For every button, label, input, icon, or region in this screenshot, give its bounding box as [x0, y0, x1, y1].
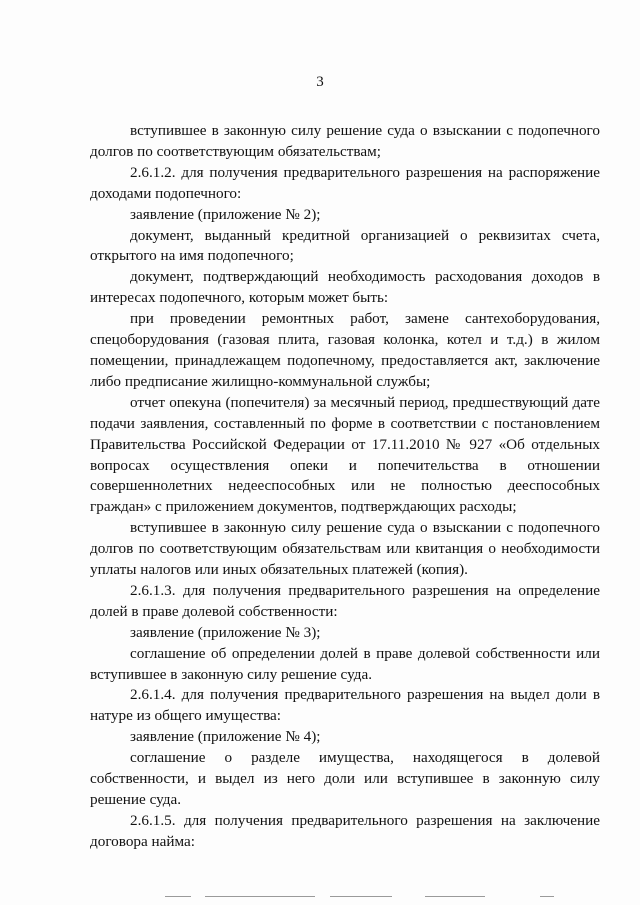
paragraph-application-4: заявление (приложение № 4); — [130, 728, 321, 746]
document-body — [90, 121, 600, 853]
paragraph-2-6-1-3-heading: 2.6.1.3. для получения предварительного разрешения на определение долей в праве долевой собственности: — [90, 581, 600, 620]
paragraph-bank-document: документ, выданный кредитной организацией о реквизитах счета, открытого на имя подопечного; — [90, 226, 600, 265]
paragraph-court-decision-taxes: вступившее в законную силу решение суда о взыскании с подопечного долгов по соответствующим обязательствам или квитанция о необходимости уплаты налогов или иных обязательных платежей (копия). — [90, 519, 600, 579]
paragraph-application-2: заявление (приложение № 2); — [130, 205, 321, 223]
paragraph-guardian-report: отчет опекуна (попечителя) за месячный период, предшествующий дате подачи заявления, составленный по форме в соответствии с постановлением Правительства Российской Федерации от 17.11.2010 № 927 «Об отдельных вопросах осуществления опеки и попечительства в отношении совершеннолетних недееспособных или не полностью дееспособных граждан» с приложением документов, подтверждающих расходы; — [90, 393, 600, 516]
paragraph-repair-works: при проведении ремонтных работ, замене сантехоборудования, спецоборудования (газовая плита, газовая колонка, котел и т.д.) в жилом помещении, принадлежащем подопечному, предоставляется акт, заключение либо предписание жилищно-коммунальной службы; — [90, 310, 600, 390]
paragraph-share-agreement: соглашение об определении долей в праве долевой собственности или вступившее в законную силу решение суда. — [90, 644, 600, 683]
scan-edge-marks — [0, 896, 640, 900]
page-number: 3 — [316, 74, 324, 90]
paragraph-application-3: заявление (приложение № 3); — [130, 623, 321, 641]
paragraph-court-decision-debts: вступившее в законную силу решение суда о взыскании с подопечного долгов по соответствующим обязательствам; — [90, 122, 600, 160]
paragraph-expense-necessity: документ, подтверждающий необходимость расходования доходов в интересах подопечного, которым может быть: — [90, 268, 600, 307]
paragraph-2-6-1-4-heading: 2.6.1.4. для получения предварительного разрешения на выдел доли в натуре из общего имущества: — [90, 686, 600, 725]
paragraph-2-6-1-5-heading: 2.6.1.5. для получения предварительного разрешения на заключение договора найма: — [90, 811, 600, 850]
paragraph-partition-agreement: соглашение о разделе имущества, находящегося в долевой собственности, и выдел из него доли или вступившее в законную силу решение суда. — [90, 749, 600, 808]
paragraph-2-6-1-2-heading: 2.6.1.2. для получения предварительного разрешения на распоряжение доходами подопечного: — [90, 163, 600, 202]
